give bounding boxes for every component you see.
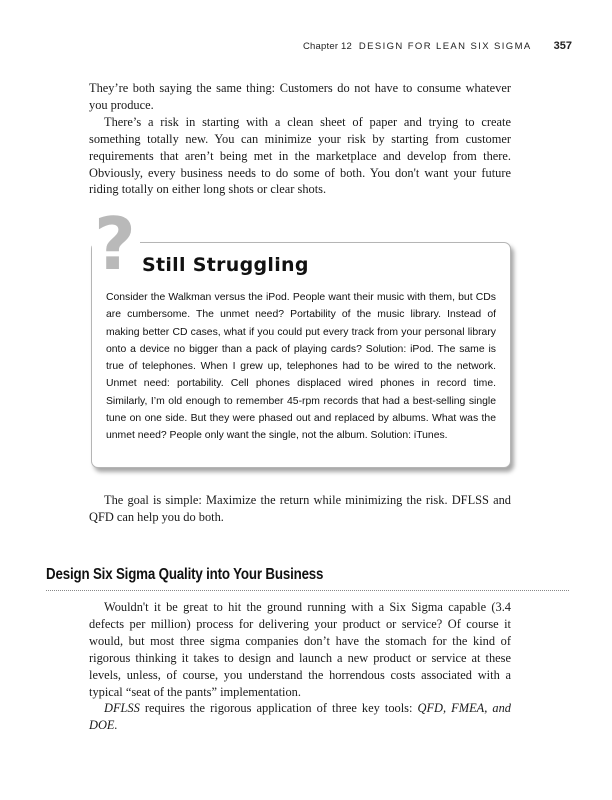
goal-text (89, 492, 511, 526)
section-paragraph-2 (89, 700, 511, 734)
chapter-heading (303, 41, 532, 52)
key-tools-list: QFD, FMEA, and DOE. (89, 701, 511, 733)
section-paragraph-1: Wouldn't it be great to hit the ground running with a Six Sigma capable (3.4 defects per million) process for delivering your product or service? Of course it would, but most three sigma companies don’t have the stomach for the kind of rigorous thinking it takes to design and launch a new product or service at these levels, unless, of course, you understand the horrendous costs associated with a typical “seat of the pants” implementation. (89, 600, 511, 699)
intro-text (89, 80, 511, 198)
section-paragraph-2-text: requires the rigorous application of three key tools: (139, 701, 418, 716)
section-heading: Design Six Sigma Quality into Your Business (46, 566, 324, 583)
page-number: 357 (553, 40, 572, 52)
chapter-title: DESIGN FOR LEAN SIX SIGMA (358, 41, 532, 52)
still-struggling-title: Still Struggling (142, 254, 309, 276)
running-header (303, 40, 572, 52)
question-mark-icon: ? (92, 208, 140, 280)
dflss-term: DFLSS (104, 701, 140, 716)
intro-paragraph-1: They’re both saying the same thing: Customers do not have to consume whatever you produce. (89, 81, 511, 112)
intro-paragraph-2: There’s a risk in starting with a clean sheet of paper and trying to create something totally new. You can minimize your risk by starting from customer requirements that aren’t being met in the marketplace and develop from there. Obviously, every business needs to do some of both. You don't want your future riding totally on either long shots or clear shots. (89, 114, 511, 197)
goal-paragraph: The goal is simple: Maximize the return while minimizing the risk. DFLSS and QFD can help you do both. (89, 493, 511, 524)
chapter-label: Chapter 12 (303, 41, 353, 52)
still-struggling-body: Consider the Walkman versus the iPod. People want their music with them, but CDs are cumbersome. The unmet need? Portability of the music library. Instead of making better CD cases, what if you could put every track from your personal library onto a device no bigger than a pack of playing cards? Solution: iPod. The same is true of telephones. When I grew up, telephones had to be wired to the network. Unmet need: portability. Cell phones displaced wired phones in record time. Similarly, I’m old enough to remember 45-rpm records that had a best-selling single tune on one side. But they were phased out and replaced by albums. What was the unmet need? People only want the single, not the album. Solution: iTunes. (106, 292, 496, 442)
section-text (89, 599, 511, 734)
section-divider (46, 590, 569, 591)
